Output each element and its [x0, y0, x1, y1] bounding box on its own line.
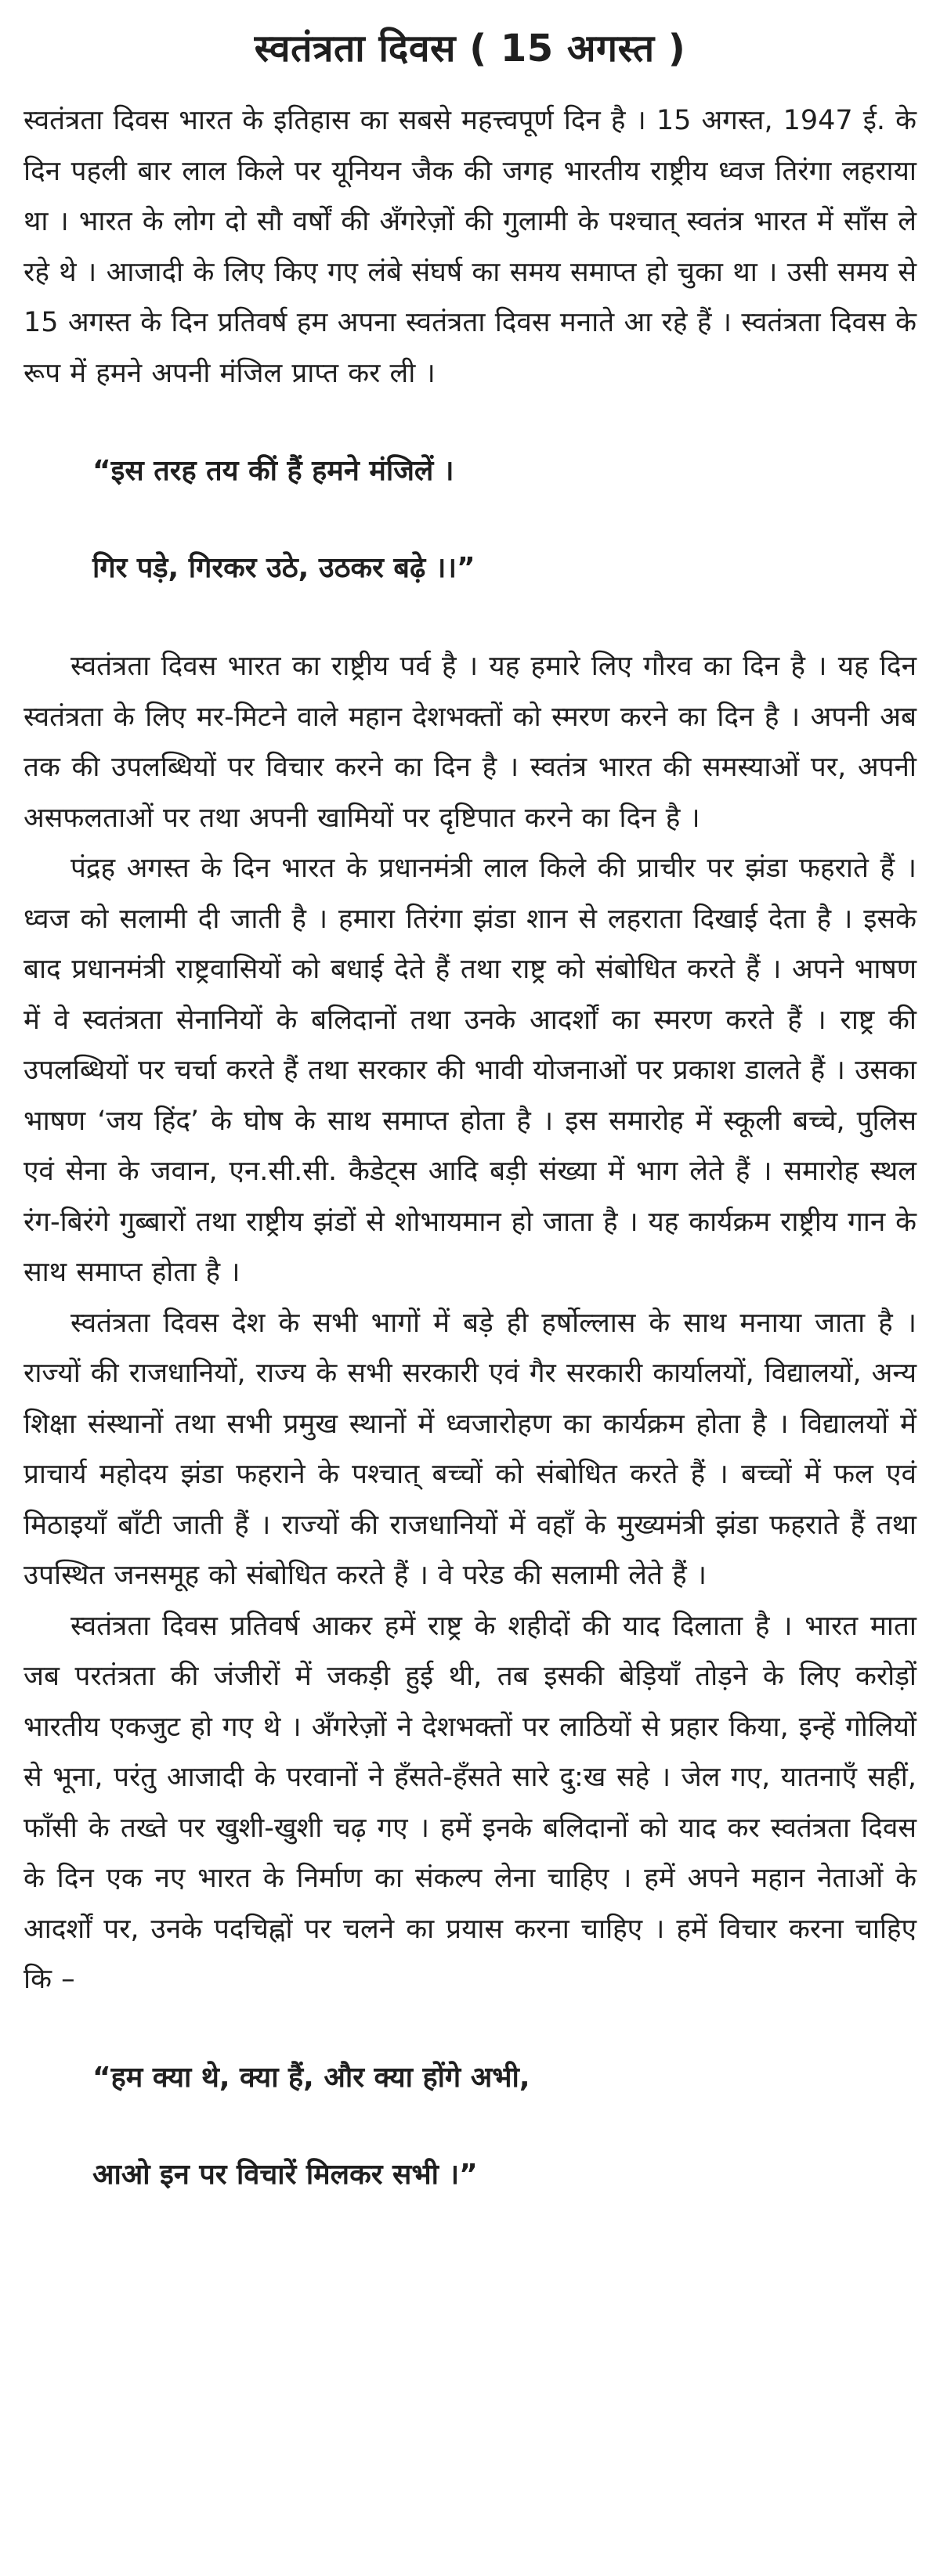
paragraph-national-festival: स्वतंत्रता दिवस भारत का राष्ट्रीय पर्व है । यह हमारे लिए गौरव का दिन है । यह दिन स्वतंत्रता के लिए मर-मिटने वाले महान देशभक्तों को स्मरण करने का दिन है । अपनी अब तक की उपलब्धियों पर विचार करने का दिन है । स्वतंत्र भारत की समस्याओं पर, अपनी असफलताओं पर तथा अपनी खामियों पर दृष्टिपात करने का दिन है । [24, 651, 916, 834]
paragraph-intro: स्वतंत्रता दिवस भारत के इतिहास का सबसे महत्त्वपूर्ण दिन है । 15 अगस्त, 1947 ई. के दिन पहली बार लाल किले पर यूनियन जैक की जगह भारतीय राष्ट्रीय ध्वज तिरंगा लहराया था । भारत के लोग दो सौ वर्षों की अँगरेज़ों की गुलामी के पश्चात् स्वतंत्र भारत में साँस ले रहे थे । आजादी के लिए किए गए लंबे संघर्ष का समय समाप्त हो चुका था । उसी समय से 15 अगस्त के दिन प्रतिवर्ष हम अपना स्वतंत्रता दिवस मनाते आ रहे हैं । स्वतंत्रता दिवस के रूप में हमने अपनी मंजिल प्राप्त कर ली । [24, 105, 916, 389]
verse-2-line-2: आओ इन पर विचारें मिलकर सभी ।” [92, 2158, 478, 2191]
essay-title: स्वतंत्रता दिवस ( 15 अगस्त ) [254, 27, 686, 70]
paragraph-nationwide-celebration: स्वतंत्रता दिवस देश के सभी भागों में बड़े ही हर्षोल्लास के साथ मनाया जाता है । राज्यों की राजधानियों, राज्य के सभी सरकारी एवं गैर सरकारी कार्यालयों, विद्यालयों, अन्य शिक्षा संस्थानों तथा सभी प्रमुख स्थानों में ध्वजारोहण का कार्यक्रम होता है । विद्यालयों में प्राचार्य महोदय झंडा फहराने के पश्चात् बच्चों को संबोधित करते हैं । बच्चों में फल एवं मिठाइयाँ बाँटी जाती हैं । राज्यों की राजधानियों में वहाँ के मुख्यमंत्री झंडा फहराते हैं तथा उपस्थित जनसमूह को संबोधित करते हैं । वे परेड की सलामी लेते हैं । [24, 1307, 916, 1591]
verse-quote-1 [92, 399, 916, 641]
paragraph-red-fort-ceremony: पंद्रह अगस्त के दिन भारत के प्रधानमंत्री लाल किले की प्राचीर पर झंडा फहराते हैं । ध्वज को सलामी दी जाती है । हमारा तिरंगा झंडा शान से लहराता दिखाई देता है । इसके बाद प्रधानमंत्री राष्ट्रवासियों को बधाई देते हैं तथा राष्ट्र को संबोधित करते हैं । अपने भाषण में वे स्वतंत्रता सेनानियों के बलिदानों तथा उनके आदर्शों का स्मरण करते हैं । राष्ट्र की उपलब्धियों पर चर्चा करते हैं तथा सरकार की भावी योजनाओं पर प्रकाश डालते हैं । उसका भाषण ‘जय हिंद’ के घोष के साथ समाप्त होता है । इस समारोह में स्कूली बच्चे, पुलिस एवं सेना के जवान, एन.सी.सी. कैडेट्स आदि बड़ी संख्या में भाग लेते हैं । समारोह स्थल रंग-बिरंगे गुब्बारों तथा राष्ट्रीय झंडों से शोभायमान हो जाता है । यह कार्यक्रम राष्ट्रीय गान के साथ समाप्त होता है । [24, 853, 916, 1288]
paragraph-remembering-martyrs: स्वतंत्रता दिवस प्रतिवर्ष आकर हमें राष्ट्र के शहीदों की याद दिलाता है । भारत माता जब परतंत्रता की जंजीरों में जकड़ी हुई थी, तब इसकी बेड़ियाँ तोड़ने के लिए करोड़ों भारतीय एकजुट हो गए थे । अँगरेज़ों ने देशभक्तों पर लाठियों से प्रहार किया, इन्हें गोलियों से भूना, परंतु आजादी के परवानों ने हँसते-हँसते सारे दु:ख सहे । जेल गए, यातनाएँ सहीं, फाँसी के तख्ते पर खुशी-खुशी चढ़ गए । हमें इनके बलिदानों को याद कर स्वतंत्रता दिवस के दिन एक नए भारत के निर्माण का संकल्प लेना चाहिए । हमें अपने महान नेताओं के आदर्शों पर, उनके पदचिह्नों पर चलने का प्रयास करना चाहिए । हमें विचार करना चाहिए कि – [24, 1610, 916, 1995]
verse-2-line-1: “हम क्या थे, क्या हैं, और क्या होंगे अभी, [92, 2061, 530, 2094]
verse-1-line-1: “इस तरह तय कीं हैं हमने मंजिलें । [92, 455, 454, 487]
verse-quote-2 [92, 2005, 916, 2248]
verse-1-line-2: गिर पड़े, गिरकर उठे, उठकर बढ़े ।।” [92, 552, 475, 584]
